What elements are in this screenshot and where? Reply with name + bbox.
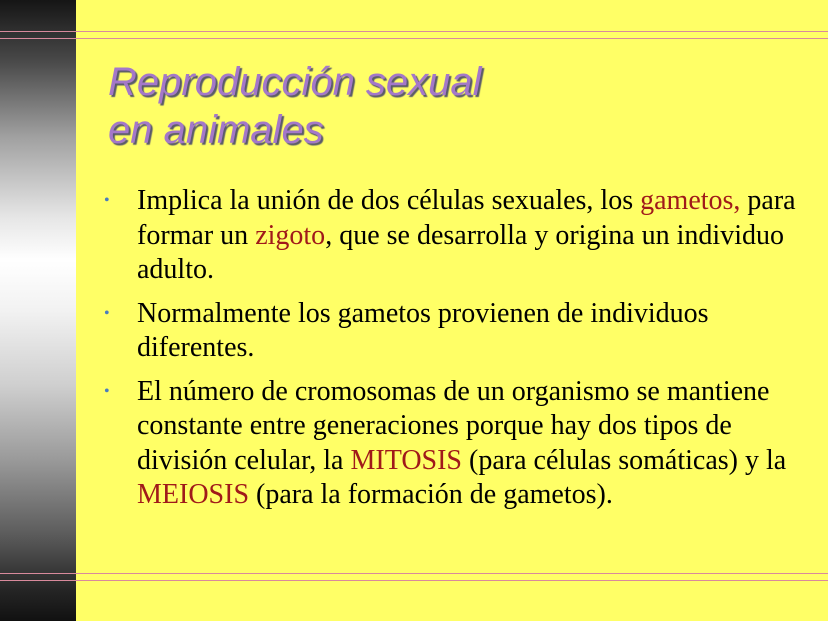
bullet-list bbox=[104, 184, 804, 522]
bullet-1-text-b: para formar un bbox=[137, 185, 796, 251]
bullet-marker: • bbox=[104, 304, 110, 322]
bullet-marker: • bbox=[104, 192, 110, 209]
bullet-item-1 bbox=[104, 184, 804, 288]
bullet-1-text-a: Implica la unión de dos células sexuales, los bbox=[137, 185, 641, 216]
term-meiosis: MEIOSIS bbox=[137, 479, 250, 510]
bullet-3-text-a: El número de cromosomas de un organismo se mantiene constante entre generaciones porque hay dos tipos de división celular, la bbox=[137, 375, 770, 476]
slide-title bbox=[108, 58, 482, 154]
top-rule-lower bbox=[0, 38, 828, 39]
bullet-2-text: Normalmente los gametos provienen de individuos diferentes. bbox=[137, 297, 709, 363]
title-line-1: Reproducción sexual bbox=[108, 60, 482, 104]
bullet-item-3 bbox=[104, 375, 804, 513]
title-line-2: en animales bbox=[108, 108, 324, 152]
bottom-rule-lower bbox=[0, 580, 828, 581]
bullet-item-2 bbox=[104, 297, 804, 366]
bullet-1-text-c: , que se desarrolla y origina un individuo adulto. bbox=[137, 219, 784, 285]
term-zigoto: zigoto bbox=[255, 219, 326, 251]
bullet-3-text-c: (para la formación de gametos). bbox=[249, 479, 613, 510]
bottom-rule-upper bbox=[0, 573, 828, 574]
decorative-side-bar bbox=[0, 0, 76, 621]
term-gametos: gametos, bbox=[640, 185, 741, 216]
bullet-3-text-b: (para células somáticas) y la bbox=[462, 444, 787, 476]
top-rule-upper bbox=[0, 31, 828, 32]
term-mitosis: MITOSIS bbox=[350, 444, 463, 476]
bullet-marker: • bbox=[104, 382, 110, 400]
